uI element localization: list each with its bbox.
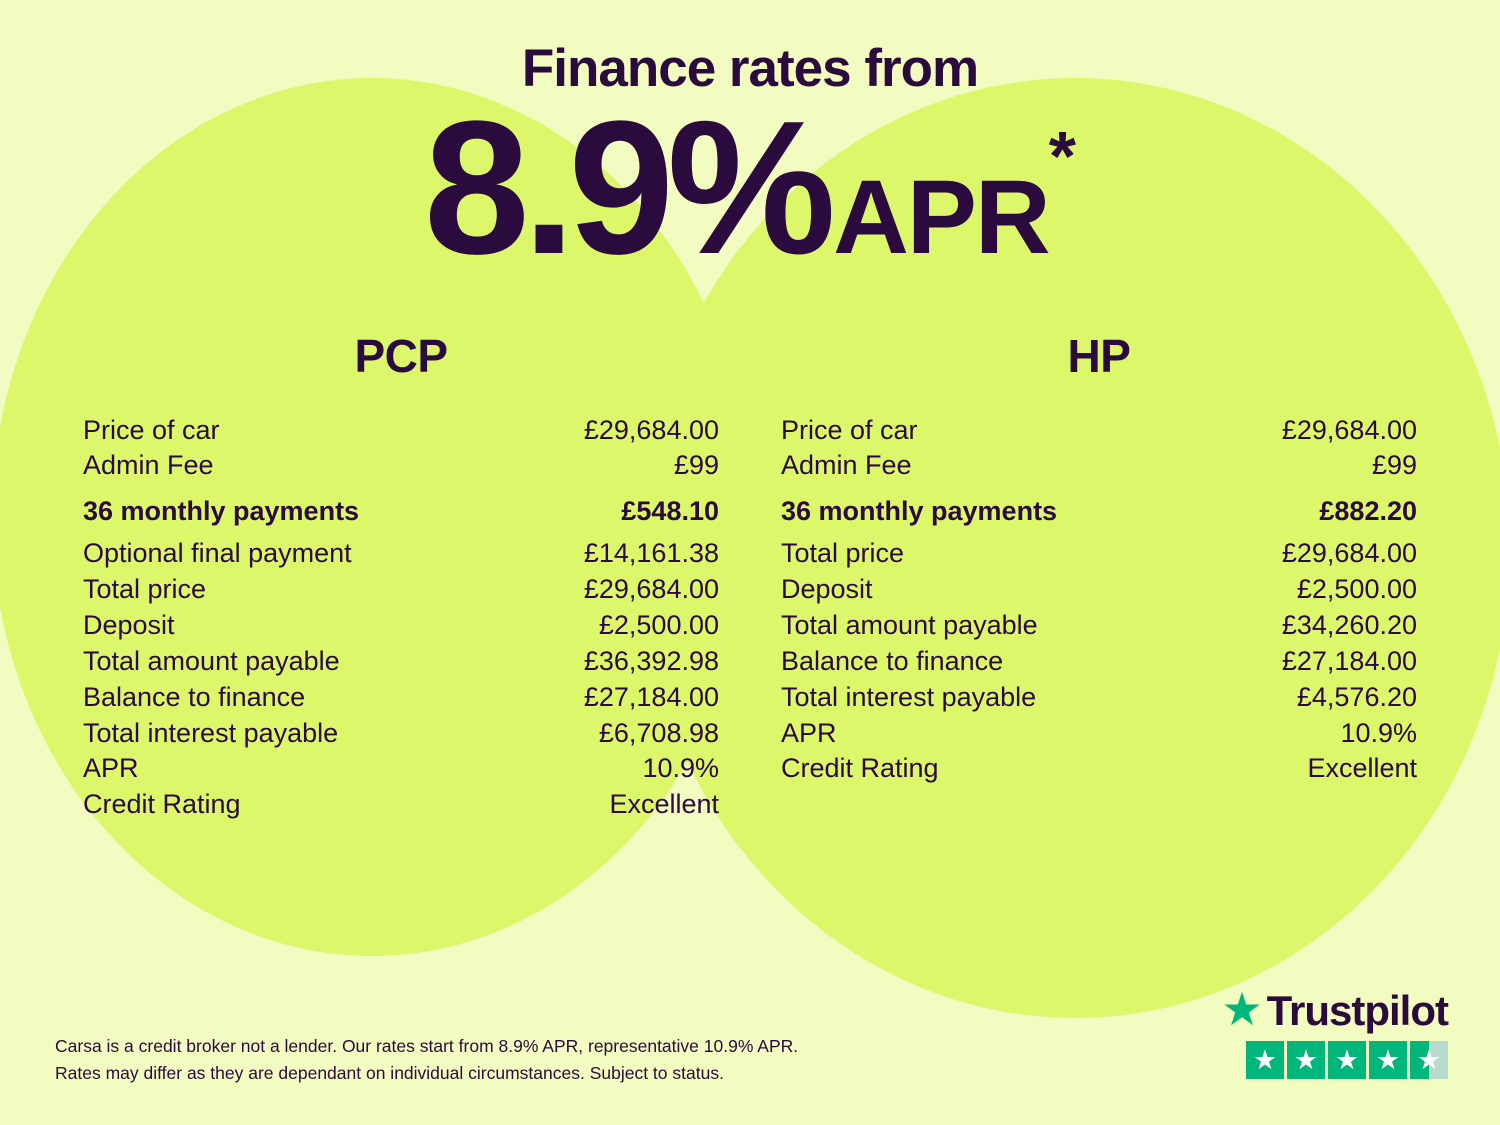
row-label: APR bbox=[781, 717, 837, 748]
row-value: Excellent bbox=[1307, 753, 1417, 784]
table-row bbox=[774, 536, 1424, 572]
row-value: £29,684.00 bbox=[1281, 415, 1417, 445]
row-label: APR bbox=[83, 753, 139, 784]
table-row bbox=[76, 751, 726, 787]
trustpilot-logo bbox=[1221, 983, 1448, 1035]
row-label: Price of car bbox=[83, 415, 220, 445]
trustpilot-name: Trustpilot bbox=[1266, 987, 1448, 1034]
row-value: £99 bbox=[673, 449, 719, 480]
row-label: Credit Rating bbox=[83, 789, 241, 820]
table-row bbox=[774, 716, 1424, 752]
row-value: £99 bbox=[1371, 449, 1417, 480]
row-label: Admin Fee bbox=[83, 449, 214, 480]
row-value: £4,576.20 bbox=[1296, 681, 1417, 712]
row-label: Optional final payment bbox=[83, 538, 352, 568]
row-value: £29,684.00 bbox=[583, 573, 719, 604]
finance-columns bbox=[0, 329, 1500, 823]
row-label: Total amount payable bbox=[83, 645, 340, 676]
table-row bbox=[774, 680, 1424, 716]
row-label: Total price bbox=[781, 538, 905, 568]
star-icon: ★ bbox=[1287, 1041, 1325, 1079]
table-row bbox=[774, 608, 1424, 644]
row-label: Deposit bbox=[83, 609, 175, 640]
table-row bbox=[774, 448, 1424, 483]
trustpilot-rating[interactable] bbox=[1221, 983, 1448, 1079]
table-row bbox=[76, 644, 726, 680]
column-heading-hp: HP bbox=[1067, 330, 1131, 382]
table-row bbox=[76, 716, 726, 752]
table-row bbox=[774, 572, 1424, 608]
star-icon: ★ bbox=[1328, 1041, 1366, 1079]
row-label: Price of car bbox=[781, 415, 918, 445]
hero-section bbox=[0, 0, 1500, 294]
headline-rate-apr: APR bbox=[833, 159, 1049, 276]
table-row bbox=[774, 413, 1424, 448]
row-value: £882.20 bbox=[1319, 496, 1417, 527]
row-label: Total amount payable bbox=[781, 609, 1038, 640]
row-label: 36 monthly payments bbox=[781, 496, 1058, 527]
trustpilot-star-icon: ★ bbox=[1221, 983, 1263, 1035]
row-value: £27,184.00 bbox=[583, 681, 719, 712]
headline-rate-value: 8.9% bbox=[423, 82, 830, 294]
table-row bbox=[76, 572, 726, 608]
star-icon: ★ bbox=[1369, 1041, 1407, 1079]
row-value: 10.9% bbox=[1340, 717, 1417, 748]
page-title: Finance rates from bbox=[521, 39, 979, 98]
headline-rate bbox=[0, 82, 1500, 294]
table-row bbox=[774, 751, 1424, 787]
headline-asterisk: * bbox=[1048, 117, 1077, 195]
row-label: Total interest payable bbox=[83, 717, 339, 748]
disclaimer-line-1: Carsa is a credit broker not a lender. Our rates start from 8.9% APR, representative 10.9% APR. bbox=[55, 1035, 799, 1056]
row-label: Total price bbox=[83, 573, 207, 604]
finance-column-hp bbox=[750, 329, 1448, 823]
table-row bbox=[76, 448, 726, 483]
table-row-highlight bbox=[76, 494, 726, 530]
row-value: £34,260.20 bbox=[1281, 609, 1417, 640]
disclaimer bbox=[55, 1033, 798, 1087]
row-value: £14,161.38 bbox=[583, 538, 719, 568]
row-label: Balance to finance bbox=[83, 681, 306, 712]
finance-column-pcp bbox=[52, 329, 750, 823]
table-row bbox=[76, 608, 726, 644]
row-value: £27,184.00 bbox=[1281, 645, 1417, 676]
row-value: £2,500.00 bbox=[598, 609, 719, 640]
row-value: £36,392.98 bbox=[583, 645, 719, 676]
table-row bbox=[76, 413, 726, 448]
trustpilot-star-rating bbox=[1221, 1041, 1448, 1079]
table-row bbox=[76, 680, 726, 716]
star-half-icon: ★ bbox=[1410, 1041, 1448, 1079]
row-value: £548.10 bbox=[621, 496, 719, 527]
row-label: 36 monthly payments bbox=[83, 496, 360, 527]
star-icon: ★ bbox=[1246, 1041, 1284, 1079]
row-label: Deposit bbox=[781, 573, 873, 604]
table-row bbox=[76, 787, 726, 823]
row-label: Credit Rating bbox=[781, 753, 939, 784]
row-value: Excellent bbox=[609, 789, 719, 820]
column-heading-pcp: PCP bbox=[354, 330, 448, 382]
row-label: Total interest payable bbox=[781, 681, 1037, 712]
row-value: £29,684.00 bbox=[1281, 538, 1417, 568]
row-label: Admin Fee bbox=[781, 449, 912, 480]
row-value: £2,500.00 bbox=[1296, 573, 1417, 604]
table-row-highlight bbox=[774, 494, 1424, 530]
row-value: £29,684.00 bbox=[583, 415, 719, 445]
disclaimer-line-2: Rates may differ as they are dependant on individual circumstances. Subject to status. bbox=[55, 1062, 724, 1083]
row-label: Balance to finance bbox=[781, 645, 1004, 676]
row-value: £6,708.98 bbox=[598, 717, 719, 748]
table-row bbox=[76, 536, 726, 572]
row-value: 10.9% bbox=[642, 753, 719, 784]
table-row bbox=[774, 644, 1424, 680]
